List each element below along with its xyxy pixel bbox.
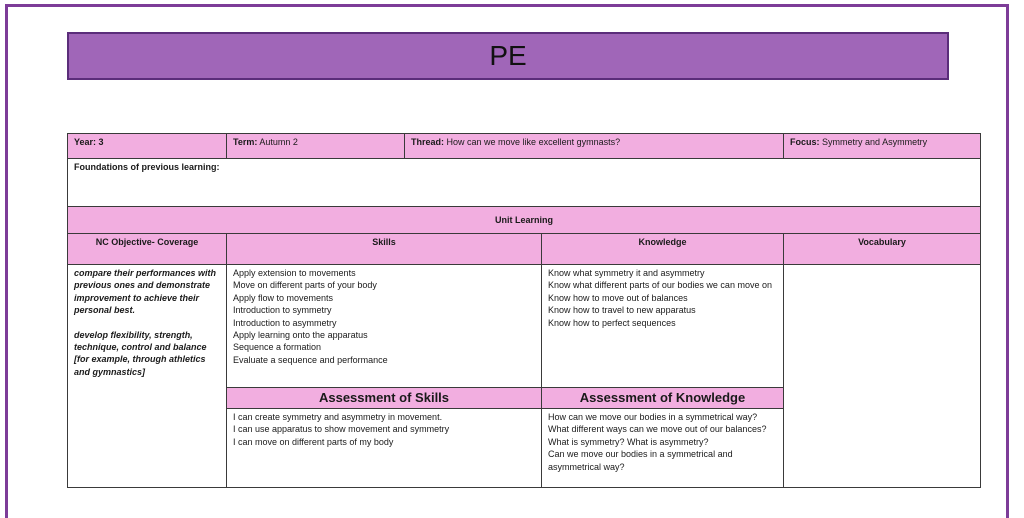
- nc-objective-1: compare their performances with previous ones and demonstrate improvement to achieve their personal best.: [74, 268, 217, 316]
- foundations-row: [68, 159, 981, 207]
- assessment-skills-title: Assessment of Skills: [227, 388, 542, 409]
- term-label: Term:: [233, 137, 258, 147]
- skill-item: Apply flow to movements: [233, 292, 334, 303]
- header-row: [68, 134, 981, 159]
- assessment-knowledge-item: Can we move our bodies in a symmetrical and asymmetrical way?: [548, 449, 733, 472]
- assessment-knowledge-item: How can we move our bodies in a symmetrical way?: [548, 412, 758, 422]
- column-header-vocabulary: Vocabulary: [784, 234, 981, 265]
- assessment-knowledge-title: Assessment of Knowledge: [542, 388, 784, 409]
- knowledge-item: Know how to travel to new apparatus: [548, 305, 696, 316]
- assessment-knowledge-item: What is symmetry? What is asymmetry?: [548, 436, 709, 447]
- skill-item: Apply extension to movements: [233, 268, 356, 278]
- assessment-skills-cell: [227, 409, 542, 488]
- thread-cell: [405, 134, 784, 159]
- assessment-skill-item: I can use apparatus to show movement and symmetry: [233, 424, 450, 435]
- year-label: Year:: [74, 137, 97, 147]
- assessment-knowledge-item: What different ways can we move out of our balances?: [548, 424, 767, 435]
- nc-objective-2: develop flexibility, strength, technique, control and balance [for example, through athletics and gymnastics]: [74, 329, 207, 377]
- unit-learning-label: Unit Learning: [68, 207, 981, 234]
- assessment-knowledge-cell: [542, 409, 784, 488]
- nc-objectives-cell: [68, 265, 227, 488]
- foundations-label: Foundations of previous learning:: [68, 159, 981, 207]
- unit-plan-table: [67, 133, 981, 488]
- skill-item: Move on different parts of your body: [233, 280, 377, 291]
- column-header-knowledge: Knowledge: [542, 234, 784, 265]
- column-header-skills: Skills: [227, 234, 542, 265]
- column-headers-row: [68, 234, 981, 265]
- focus-label: Focus:: [790, 137, 820, 147]
- page-title: PE: [67, 32, 949, 80]
- year-value: 3: [98, 137, 104, 147]
- thread-value: How can we move like excellent gymnasts?: [446, 137, 621, 147]
- knowledge-item: Know what symmetry it and asymmetry: [548, 268, 705, 278]
- assessment-skill-item: I can move on different parts of my body: [233, 436, 394, 447]
- knowledge-cell: [542, 265, 784, 388]
- skill-item: Sequence a formation: [233, 342, 322, 353]
- thread-label: Thread:: [411, 137, 445, 147]
- term-value: Autumn 2: [259, 137, 298, 147]
- content-row: [68, 265, 981, 388]
- term-cell: [227, 134, 405, 159]
- year-cell: [68, 134, 227, 159]
- assessment-skill-item: I can create symmetry and asymmetry in movement.: [233, 412, 443, 422]
- skill-item: Evaluate a sequence and performance: [233, 354, 388, 365]
- skill-item: Introduction to asymmetry: [233, 317, 337, 328]
- vocabulary-cell: [784, 265, 981, 488]
- unit-learning-row: [68, 207, 981, 234]
- skills-cell: [227, 265, 542, 388]
- skill-item: Apply learning onto the apparatus: [233, 330, 368, 341]
- column-header-nc: NC Objective- Coverage: [68, 234, 227, 265]
- knowledge-item: Know what different parts of our bodies we can move on: [548, 280, 772, 291]
- knowledge-item: Know how to perfect sequences: [548, 317, 676, 328]
- focus-cell: [784, 134, 981, 159]
- skill-item: Introduction to symmetry: [233, 305, 332, 316]
- focus-value: Symmetry and Asymmetry: [822, 137, 928, 147]
- knowledge-item: Know how to move out of balances: [548, 292, 688, 303]
